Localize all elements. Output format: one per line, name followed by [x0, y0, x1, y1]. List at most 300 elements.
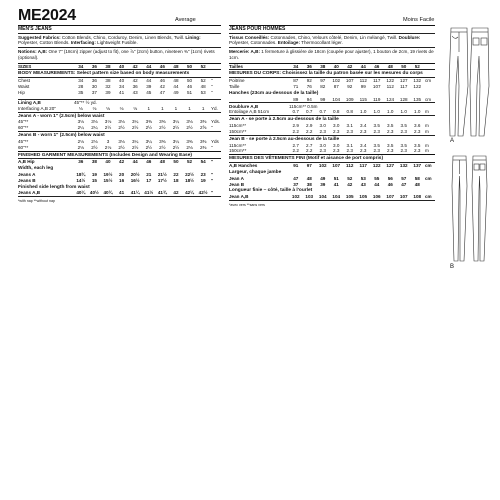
cell-value: 57 — [401, 175, 407, 181]
cell-value: 2.9 — [292, 123, 299, 129]
width-label: Largeur, chaque jambe — [229, 169, 282, 175]
cell-value: 40¼ — [76, 190, 86, 196]
cell-value: 39 — [320, 181, 326, 187]
cell-value: 2.3 — [387, 128, 394, 134]
table-row — [18, 90, 221, 96]
cell-value: 35 — [78, 89, 84, 95]
cell-value: 124 — [386, 96, 395, 102]
cell-value: 17½ — [157, 177, 167, 183]
cell-value: 49 — [173, 89, 179, 95]
table-row — [229, 109, 435, 115]
cell-value: 21½ — [157, 171, 167, 177]
row-label: 115cm** — [229, 142, 247, 148]
cell-value: 44 — [374, 181, 380, 187]
cell-value: 2½ — [172, 125, 180, 131]
cell-value: 2⅛ — [104, 144, 112, 150]
table-row — [229, 163, 435, 169]
cell-value: 3⅛ — [118, 119, 125, 125]
unit: " — [210, 159, 214, 165]
table-row — [229, 84, 435, 90]
cell-value: 47 — [159, 89, 165, 95]
skill-level-fr: Moins Facile — [403, 17, 435, 23]
cell-value: 17 — [146, 177, 152, 183]
cell-value: 103 — [305, 194, 314, 200]
section-heading: MEN'S JEANS — [18, 26, 52, 32]
cell-value: 99 — [320, 96, 326, 102]
sizes-row: SIZES 34 36 38 40 42 44 46 48 50 52 — [18, 63, 206, 69]
cell-value: 2.3 — [360, 128, 367, 134]
cell-value: 112 — [359, 78, 367, 84]
cell-value: 94 — [306, 96, 312, 102]
cell-value: 3¼ — [172, 119, 180, 125]
interfacing-table — [18, 106, 221, 112]
row-label: Interfacing A,B 20" — [18, 105, 56, 111]
cell-value: 3.0 — [319, 142, 326, 148]
cell-value: 119 — [373, 96, 381, 102]
finished-heading: MESURES DES VÊTEMENTS FINI (Motif et aisance de port compris) — [229, 156, 384, 162]
cell-value: 109 — [345, 96, 354, 102]
cell-value: 42 — [159, 84, 165, 90]
cell-value: 40 — [119, 78, 125, 84]
cell-value: 117 — [373, 78, 381, 84]
body-measurements-heading: BODY MEASUREMENTS: Select pattern size based on body measurements — [18, 71, 190, 77]
finished-table — [18, 159, 221, 165]
cell-value: 49 — [320, 175, 326, 181]
cell-value: 107 — [372, 84, 381, 90]
jeans-a-table — [18, 119, 221, 131]
body-table — [18, 78, 221, 96]
cell-value: 55 — [374, 175, 380, 181]
cell-value: 2⅛ — [91, 138, 98, 144]
unit: " — [210, 144, 213, 150]
cell-value: 2.3 — [400, 128, 407, 134]
figure-label-a: A — [450, 138, 455, 144]
cell-value: 47 — [293, 175, 299, 181]
unit: cm — [425, 96, 432, 102]
french-column — [229, 25, 435, 209]
sizes-row: Tailles 34 36 38 40 42 44 46 48 50 52 — [229, 63, 420, 69]
cell-value: 2.2 — [292, 128, 299, 134]
cell-value: 41 — [119, 190, 125, 196]
cell-value: 41¼ — [130, 190, 140, 196]
cell-value: 16 — [119, 177, 125, 183]
cell-value: 23 — [200, 171, 206, 177]
row-label: 45"** — [18, 119, 29, 125]
cell-value: 41 — [119, 89, 125, 95]
cell-value: 40¾ — [103, 190, 113, 196]
cell-value: 1.0 — [414, 109, 421, 115]
cell-value: 48 — [306, 175, 312, 181]
technical-drawings — [447, 26, 491, 276]
cell-value: 19½ — [103, 171, 113, 177]
cell-value: 2½ — [186, 125, 193, 131]
cell-value: 1 — [174, 105, 178, 111]
notions-paragraph: Mercerie: A,B: 1 fermeture à glissière de 18cm (coupée pour ajuster), 1 bouton de 2cm, 19 rivets de 1cm. — [229, 49, 434, 60]
cell-value: 3¼ — [145, 138, 152, 144]
row-label: A,B Hip — [18, 159, 35, 165]
cell-value: 2.2 — [306, 128, 313, 134]
body-table — [229, 78, 435, 90]
cell-value: 122 — [413, 84, 422, 90]
cell-value: 2⅜ — [199, 144, 207, 150]
cell-value: 44 — [132, 159, 138, 165]
cell-value: 104 — [332, 194, 341, 200]
row-label: Waist — [18, 84, 30, 90]
pattern-code: ME2024 — [18, 7, 76, 24]
cell-value: 1 — [188, 105, 191, 111]
cell-value: 46 — [387, 181, 393, 187]
cell-value: 56 — [387, 175, 393, 181]
cell-value: 102 — [318, 163, 327, 169]
cell-value: 40 — [105, 159, 111, 165]
jeans-line-drawings — [447, 26, 491, 276]
cell-value: 1.0 — [387, 109, 394, 115]
unit: m — [425, 148, 429, 154]
cell-value: 2½ — [172, 144, 180, 150]
cell-value: 20½ — [130, 171, 140, 177]
cell-value: 2.3 — [319, 148, 326, 154]
row-label: 45"** — [18, 138, 29, 144]
cell-value: 18 — [173, 177, 179, 183]
cell-value: 34 — [119, 84, 125, 90]
cell-value: ⅛ — [133, 105, 138, 111]
unit: Yds. — [210, 119, 221, 125]
cell-value: 1 — [161, 105, 164, 111]
jeans-b-table — [18, 139, 221, 151]
cell-value: 2.3 — [346, 148, 353, 154]
unit: " — [210, 171, 214, 177]
cell-value: 3⅜ — [199, 119, 207, 125]
width-table — [18, 172, 221, 184]
cell-value: 39 — [105, 89, 111, 95]
cell-value: 0.7 — [319, 109, 326, 115]
cell-value: 3⅛ — [91, 119, 98, 125]
length-label: Finished side length from waist — [18, 184, 90, 190]
length-label: Longueur finie – côté, taille à l'ourlet — [229, 188, 313, 194]
cell-value: 43 — [132, 89, 138, 95]
cell-value: 2½ — [104, 125, 112, 131]
cell-value: 30 — [91, 84, 97, 90]
cell-value: 92 — [306, 78, 312, 84]
row-label: Taille — [229, 84, 240, 90]
cell-value: 50 — [173, 159, 179, 165]
cell-value: 2.3 — [346, 128, 353, 134]
jean-b-table — [229, 142, 435, 154]
cell-value: 107 — [332, 163, 341, 169]
body-measurements-heading: MESURES DU CORPS: Choisissez la taille du patron basée sur les mesures du corps — [229, 71, 423, 77]
cell-value: 53 — [200, 89, 206, 95]
cell-value: 2⅛ — [77, 138, 84, 144]
cell-value: 3.0 — [333, 142, 340, 148]
table-row — [18, 178, 221, 184]
cell-value: 2½ — [145, 144, 152, 150]
section-heading: JEANS POUR HOMMES — [229, 26, 286, 32]
cell-value: 3⅛ — [104, 119, 112, 125]
cell-value: 48 — [173, 78, 179, 84]
cell-value: 3.5 — [414, 142, 421, 148]
cell-value: 28 — [78, 84, 84, 90]
cell-value: 38 — [306, 181, 312, 187]
cell-value: 87 — [293, 78, 299, 84]
cell-value: 43 — [360, 181, 366, 187]
cell-value: 1.0 — [360, 109, 367, 115]
cell-value: 2.3 — [373, 148, 380, 154]
cell-value: 3⅛ — [118, 138, 125, 144]
cell-value: 122 — [386, 78, 395, 84]
cell-value: 22½ — [185, 171, 195, 177]
row-label: Poitrine — [229, 78, 245, 84]
length-table — [18, 190, 221, 196]
cell-value: 3.5 — [373, 123, 380, 129]
cell-value: 102 — [332, 78, 341, 84]
row-label: Jeans B — [18, 177, 36, 183]
cell-value: 2⅝ — [199, 125, 207, 131]
row-label: A,B Hanches — [229, 163, 258, 169]
row-label: 150cm** — [229, 148, 247, 154]
cell-value: 97 — [306, 163, 312, 169]
cell-value: 52 — [186, 159, 193, 165]
jeans-b-heading: Jeans B - worn 1" (2.5cm) below waist — [18, 133, 105, 139]
cell-value: 108 — [413, 194, 422, 200]
cell-value: 3.5 — [373, 142, 380, 148]
row-label: 60"** — [18, 125, 29, 131]
cell-value: 3.4 — [360, 123, 367, 129]
table-row — [229, 194, 435, 200]
cell-value: 3⅜ — [186, 138, 193, 144]
cell-value: 97 — [320, 78, 326, 84]
unit: Yds — [210, 138, 219, 144]
fabrics-paragraph: Tissus Conseillés: Cotonnades, Chino, Velours côtelé, Denim, Lin mélangé, Twill. Doublure: Polyester, Cotonnades. Entoilage: Thermocollant léger. — [229, 34, 421, 46]
unit: cm — [425, 163, 432, 169]
cell-value: 87 — [333, 84, 339, 90]
unit: Yd. — [210, 105, 218, 111]
jean-a-heading: Jean A - se porte à 2.5cm au-dessous de la taille — [229, 117, 339, 123]
table-row — [18, 145, 221, 151]
cell-value: 3.5 — [387, 142, 394, 148]
cell-value: 102 — [291, 194, 300, 200]
figure-label-b: B — [450, 264, 455, 270]
cell-value: 104 — [318, 194, 327, 200]
cell-value: 38 — [105, 78, 111, 84]
hanches-label: Hanches (23cm au-dessous de la taille) — [229, 90, 319, 96]
cell-value: 127 — [386, 163, 395, 169]
cell-value: 42 — [132, 78, 138, 84]
row-label: Jeans A — [18, 171, 36, 177]
row-label: 150cm** — [229, 128, 247, 134]
cell-value: 1 — [147, 105, 151, 111]
unit: m — [425, 109, 429, 115]
lining-row: Lining A,B 45"** ½ yd. — [18, 99, 97, 105]
cell-value: 3.1 — [346, 123, 353, 129]
cell-value: 15 — [91, 177, 97, 183]
cell-value: 0.8 — [346, 109, 353, 115]
cell-value: 37 — [91, 89, 97, 95]
cell-value: 44 — [146, 78, 152, 84]
cell-value: 19 — [91, 171, 97, 177]
cell-value: 36 — [132, 84, 138, 90]
cell-value: 3.1 — [346, 142, 353, 148]
cell-value: 105 — [359, 194, 368, 200]
unit: " — [210, 89, 213, 95]
row-label: 60"** — [18, 144, 29, 150]
cell-value: 37 — [293, 181, 299, 187]
cell-value: 46 — [146, 159, 152, 165]
cell-value: 0.7 — [306, 109, 313, 115]
cell-value: 2.9 — [306, 123, 313, 129]
cell-value: 1.0 — [373, 109, 380, 115]
cell-value: 82 — [320, 84, 326, 90]
cell-value: 2⅛ — [186, 144, 193, 150]
cell-value: 48 — [159, 159, 165, 165]
cell-value: 104 — [332, 96, 341, 102]
cell-value: 3⅜ — [145, 119, 152, 125]
unit: " — [210, 190, 214, 196]
row-label: Chest — [18, 78, 31, 84]
cell-value: 52 — [347, 175, 353, 181]
cell-value: ⅛ — [119, 105, 124, 111]
cell-value: ⅛ — [92, 105, 97, 111]
unit: m — [425, 142, 429, 148]
cell-value: 2.3 — [373, 128, 380, 134]
cell-value: 50 — [186, 78, 193, 84]
cell-value: 2½ — [118, 144, 125, 150]
fabrics-paragraph: Suggested Fabrics: Cotton Blends, Chino, Corduroy, Denim, Linen Blends, Twill. Lining: Polyester, Cotton Blends. Interfacing: Lightweight Fusible. — [18, 34, 201, 46]
cell-value: 127 — [399, 78, 408, 84]
cell-value: 112 — [346, 163, 354, 169]
cell-value: 3¼ — [131, 138, 139, 144]
cell-value: 21 — [146, 171, 152, 177]
jeans-a-back-drawing — [470, 28, 489, 136]
cell-value: 2½ — [159, 144, 166, 150]
cell-value: 128 — [399, 96, 408, 102]
cell-value: 3.0 — [333, 123, 340, 129]
row-label: Hip — [18, 89, 25, 95]
cell-value: 3.6 — [414, 123, 421, 129]
cell-value: 3.5 — [400, 142, 407, 148]
cell-value: 15½ — [103, 177, 113, 183]
unit: " — [210, 78, 213, 84]
cell-value: 2.3 — [387, 148, 394, 154]
cell-value: 3.4 — [360, 142, 367, 148]
row-label: Jean A — [229, 175, 244, 181]
cell-value: 2.7 — [306, 142, 313, 148]
cell-value: 2.3 — [333, 148, 340, 154]
table-row — [18, 159, 221, 165]
width-table — [229, 176, 435, 188]
cell-value: 3⅛ — [77, 119, 84, 125]
cell-value: 3.5 — [400, 123, 407, 129]
entoilage-table — [229, 109, 435, 115]
cell-value: 107 — [386, 194, 395, 200]
cell-value: 2.3 — [333, 128, 340, 134]
cell-value: 47 — [401, 181, 407, 187]
cell-value: 42 — [119, 159, 125, 165]
cell-value: 107 — [399, 194, 408, 200]
cell-value: 3⅜ — [159, 138, 166, 144]
unit: " — [210, 84, 213, 90]
cell-value: 107 — [345, 78, 354, 84]
cell-value: 2½ — [131, 144, 139, 150]
cell-value: 3.0 — [319, 123, 326, 129]
cell-value: 44 — [173, 84, 179, 90]
cell-value: 2.3 — [360, 148, 367, 154]
footnote: *with nap **without nap — [18, 199, 55, 204]
cell-value: 20 — [119, 171, 125, 177]
cell-value: 41 — [333, 181, 339, 187]
cell-value: 22 — [173, 171, 179, 177]
cell-value: ⅛ — [106, 105, 110, 111]
unit: " — [210, 177, 214, 183]
cell-value: 3 — [106, 138, 110, 144]
cell-value: 46 — [159, 78, 165, 84]
table-row — [18, 106, 221, 112]
table-row — [18, 190, 221, 196]
cell-value: 0.7 — [292, 109, 299, 115]
cell-value: 42 — [173, 190, 179, 196]
cell-value: 117 — [359, 163, 367, 169]
cell-value: 2½ — [118, 125, 125, 131]
unit: cm — [425, 194, 432, 200]
cell-value: 112 — [386, 84, 394, 90]
cell-value: 115 — [359, 96, 367, 102]
cell-value: 2.3 — [414, 148, 421, 154]
length-table — [229, 194, 435, 200]
cell-value: 2.7 — [292, 142, 299, 148]
jean-b-heading: Jean B - se porte à 2.5cm au-dessous de la taille — [229, 136, 340, 142]
cell-value: 2.2 — [306, 148, 313, 154]
table-row — [229, 148, 435, 154]
cell-value: 106 — [372, 194, 381, 200]
cell-value: 48 — [414, 181, 420, 187]
cell-value: 46 — [186, 84, 193, 90]
cell-value: 2¼ — [77, 125, 84, 131]
cell-value: 122 — [372, 163, 381, 169]
cell-value: 38 — [91, 159, 97, 165]
footnote: *avec vers **sans vers — [229, 202, 265, 207]
row-label: 115cm** — [229, 123, 247, 129]
cell-value: 3⅛ — [186, 119, 193, 125]
cell-value: 89 — [293, 96, 299, 102]
unit: " — [210, 125, 213, 131]
cell-value: 58 — [414, 175, 420, 181]
cell-value: 41¾ — [157, 190, 167, 196]
cell-value: 132 — [399, 163, 408, 169]
unit: m — [425, 123, 429, 129]
cell-value: 1 — [201, 105, 205, 111]
cell-value: 40½ — [89, 190, 99, 196]
doublure-row: Doublure A,B 115cm** 0.5m — [229, 103, 318, 109]
cell-value: 36 — [91, 78, 97, 84]
cell-value: 2½ — [145, 125, 152, 131]
cell-value: 42 — [347, 181, 353, 187]
finished-table — [229, 163, 435, 169]
cell-value: 117 — [400, 84, 408, 90]
notions-paragraph: Notions: A,B: One 7" (18cm) zipper (adjust to fit), one ⅞" (2cm) button, nineteen ⅜" (1cm) rivets (optional). — [18, 49, 215, 60]
cell-value: 36 — [78, 159, 84, 165]
cell-value: 2½ — [131, 125, 139, 131]
cell-value: 2½ — [91, 144, 98, 150]
cell-value: 3⅜ — [159, 119, 166, 125]
cell-value: 41½ — [144, 190, 154, 196]
jeans-a-front-drawing — [449, 28, 468, 136]
width-label: Width, each leg — [18, 166, 54, 172]
cell-value: 19 — [200, 177, 206, 183]
cell-value: 34 — [78, 78, 84, 84]
jeans-a-heading: Jeans A - worn 1" (2.5cm) below waist — [18, 113, 105, 119]
jeans-b-back-drawing — [472, 156, 487, 261]
unit: cm — [425, 78, 432, 84]
unit: cm — [425, 175, 432, 181]
